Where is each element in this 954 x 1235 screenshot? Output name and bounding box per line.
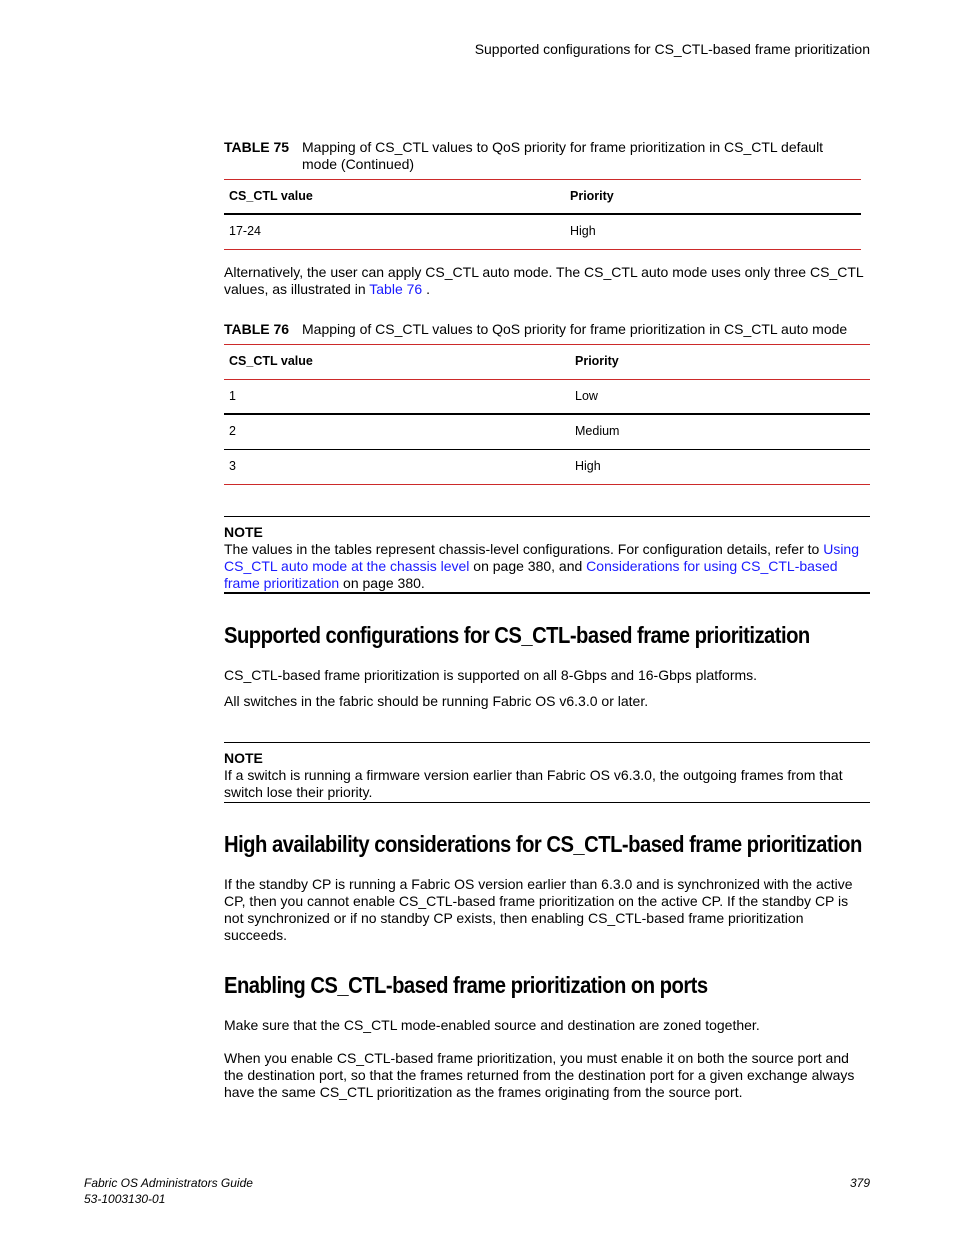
note1-text: on page 380, and	[469, 558, 587, 574]
table76-cell: Low	[575, 389, 598, 403]
note2-bottom-rule	[224, 802, 870, 803]
table75-label: TABLE 75	[224, 139, 290, 155]
table75-cell: High	[570, 224, 596, 238]
table76-col-header: Priority	[575, 354, 619, 368]
note2-text: If a switch is running a firmware version earlier than Fabric OS v6.3.0, the outgoing frames from that switch lose their priority.	[224, 767, 843, 800]
section-heading: High availability considerations for CS_CTL-based frame prioritization	[224, 831, 862, 857]
note1-heading: NOTE	[224, 524, 263, 540]
section3-paragraph: When you enable CS_CTL-based frame prioritization, you must enable it on both the source port and the destination port, so that the frames returned from the destination port for a given exchange always have the same CS_CTL prioritization as the frames originating from the source port.	[224, 1050, 855, 1100]
note1-top-rule	[224, 516, 870, 517]
table76-top-rule	[224, 344, 870, 345]
table76-link[interactable]: Table 76	[369, 281, 423, 297]
table75-col-header: CS_CTL value	[229, 189, 313, 203]
running-header: Supported configurations for CS_CTL-based frame prioritization	[474, 41, 870, 57]
table75-header-rule	[224, 213, 861, 215]
table76-cell: 3	[229, 459, 236, 473]
page-number: 379	[849, 1176, 870, 1190]
considerations-link[interactable]: Considerations for using CS_CTL-based frame prioritization	[224, 558, 838, 591]
auto-mode-paragraph	[224, 264, 874, 298]
paragraph-text: .	[422, 281, 430, 297]
note1-bottom-rule	[224, 592, 870, 594]
chassis-auto-mode-link[interactable]: Using CS_CTL auto mode at the chassis level	[224, 541, 859, 574]
note2-top-rule	[224, 742, 870, 743]
table75-cell: 17-24	[229, 224, 261, 238]
table76-cell: 2	[229, 424, 236, 438]
section2-paragraph: If the standby CP is running a Fabric OS version earlier than 6.3.0 and is synchronized with the active CP, then you cannot enable CS_CTL-based frame prioritization on the active CP. If the standby CP is not synchronized or if no standby CP exists, then enabling CS_CTL-based frame prioritization succeeds.	[224, 876, 853, 943]
table75-caption	[224, 139, 823, 173]
table76-row-rule	[224, 413, 870, 415]
table76-col-header: CS_CTL value	[229, 354, 313, 368]
table75-top-rule	[224, 179, 861, 180]
table76-row-rule	[224, 449, 870, 450]
table76-label: TABLE 76	[224, 321, 290, 337]
paragraph-text: values, as illustrated in	[224, 281, 370, 297]
table75-title-line1: Mapping of CS_CTL values to QoS priority for frame prioritization in CS_CTL default	[302, 139, 824, 155]
table75-col-header: Priority	[570, 189, 614, 203]
section-heading: Enabling CS_CTL-based frame prioritization on ports	[224, 972, 708, 998]
section1-paragraph: All switches in the fabric should be running Fabric OS v6.3.0 or later.	[224, 693, 649, 709]
table76-caption	[224, 321, 847, 338]
table75-bottom-rule	[224, 249, 861, 250]
table76-header-rule	[224, 379, 870, 380]
footer-doc-title: Fabric OS Administrators Guide	[84, 1176, 253, 1190]
paragraph-text: Alternatively, the user can apply CS_CTL auto mode. The CS_CTL auto mode uses only three CS_CTL	[224, 264, 864, 280]
note2-heading: NOTE	[224, 750, 263, 766]
note2	[224, 750, 864, 801]
table76-title: Mapping of CS_CTL values to QoS priority for frame prioritization in CS_CTL auto mode	[302, 321, 848, 337]
table76-cell: High	[575, 459, 601, 473]
section3-paragraph: Make sure that the CS_CTL mode-enabled source and destination are zoned together.	[224, 1017, 760, 1033]
note1	[224, 524, 870, 592]
footer-doc-number: 53-1003130-01	[84, 1192, 166, 1206]
table76-cell: Medium	[575, 424, 620, 438]
note1-text: on page 380.	[339, 575, 425, 591]
table76-cell: 1	[229, 389, 236, 403]
section1-paragraph: CS_CTL-based frame prioritization is supported on all 8-Gbps and 16-Gbps platforms.	[224, 667, 758, 683]
table76-bottom-rule	[224, 484, 870, 485]
footer-doc-info	[84, 1175, 253, 1207]
table75-title-line2: mode (Continued)	[302, 156, 415, 172]
section-heading: Supported configurations for CS_CTL-based frame prioritization	[224, 622, 810, 648]
note1-text: The values in the tables represent chassis-level configurations. For configuration details, refer to	[224, 541, 824, 557]
